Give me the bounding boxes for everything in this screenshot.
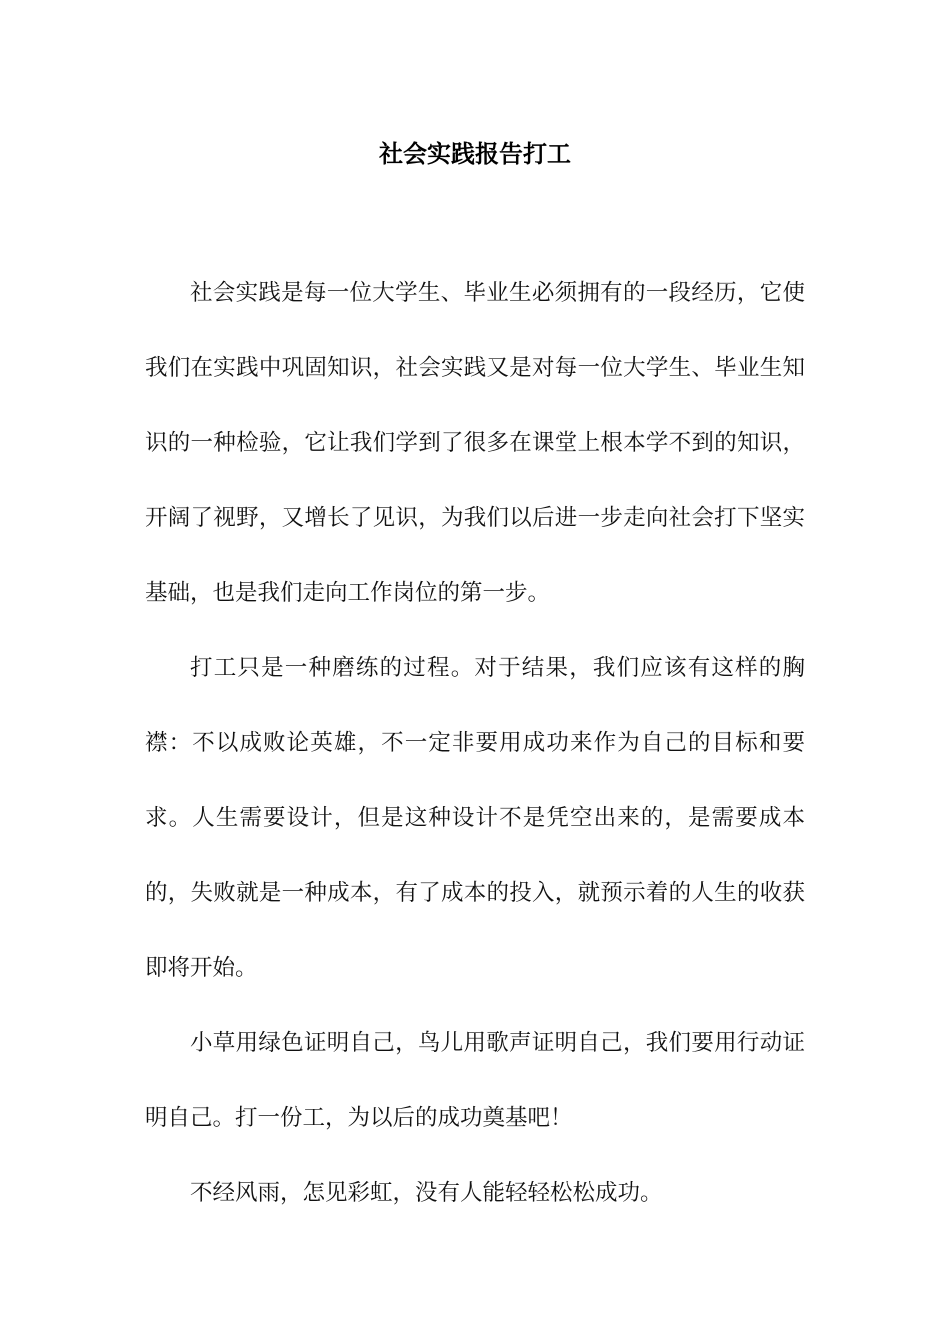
document-body	[145, 256, 805, 1231]
paragraph-4: 不经风雨，怎见彩虹，没有人能轻轻松松成功。	[190, 1180, 663, 1206]
paragraph-3: 小草用绿色证明自己，鸟儿用歌声证明自己，我们要用行动证明自己。打一份工，为以后的成功奠基吧！	[145, 1030, 805, 1131]
paragraph-2: 打工只是一种磨练的过程。对于结果，我们应该有这样的胸襟：不以成败论英雄，不一定非要用成功来作为自己的目标和要求。人生需要设计，但是这种设计不是凭空出来的，是需要成本的，失败就是一种成本，有了成本的投入，就预示着的人生的收获即将开始。	[145, 655, 805, 981]
paragraph-1: 社会实践是每一位大学生、毕业生必须拥有的一段经历，它使我们在实践中巩固知识，社会实践又是对每一位大学生、毕业生知识的一种检验，它让我们学到了很多在课堂上根本学不到的知识，开阔了视野，又增长了见识，为我们以后进一步走向社会打下坚实基础，也是我们走向工作岗位的第一步。	[145, 280, 805, 606]
document-title: 社会实践报告打工	[379, 139, 571, 168]
